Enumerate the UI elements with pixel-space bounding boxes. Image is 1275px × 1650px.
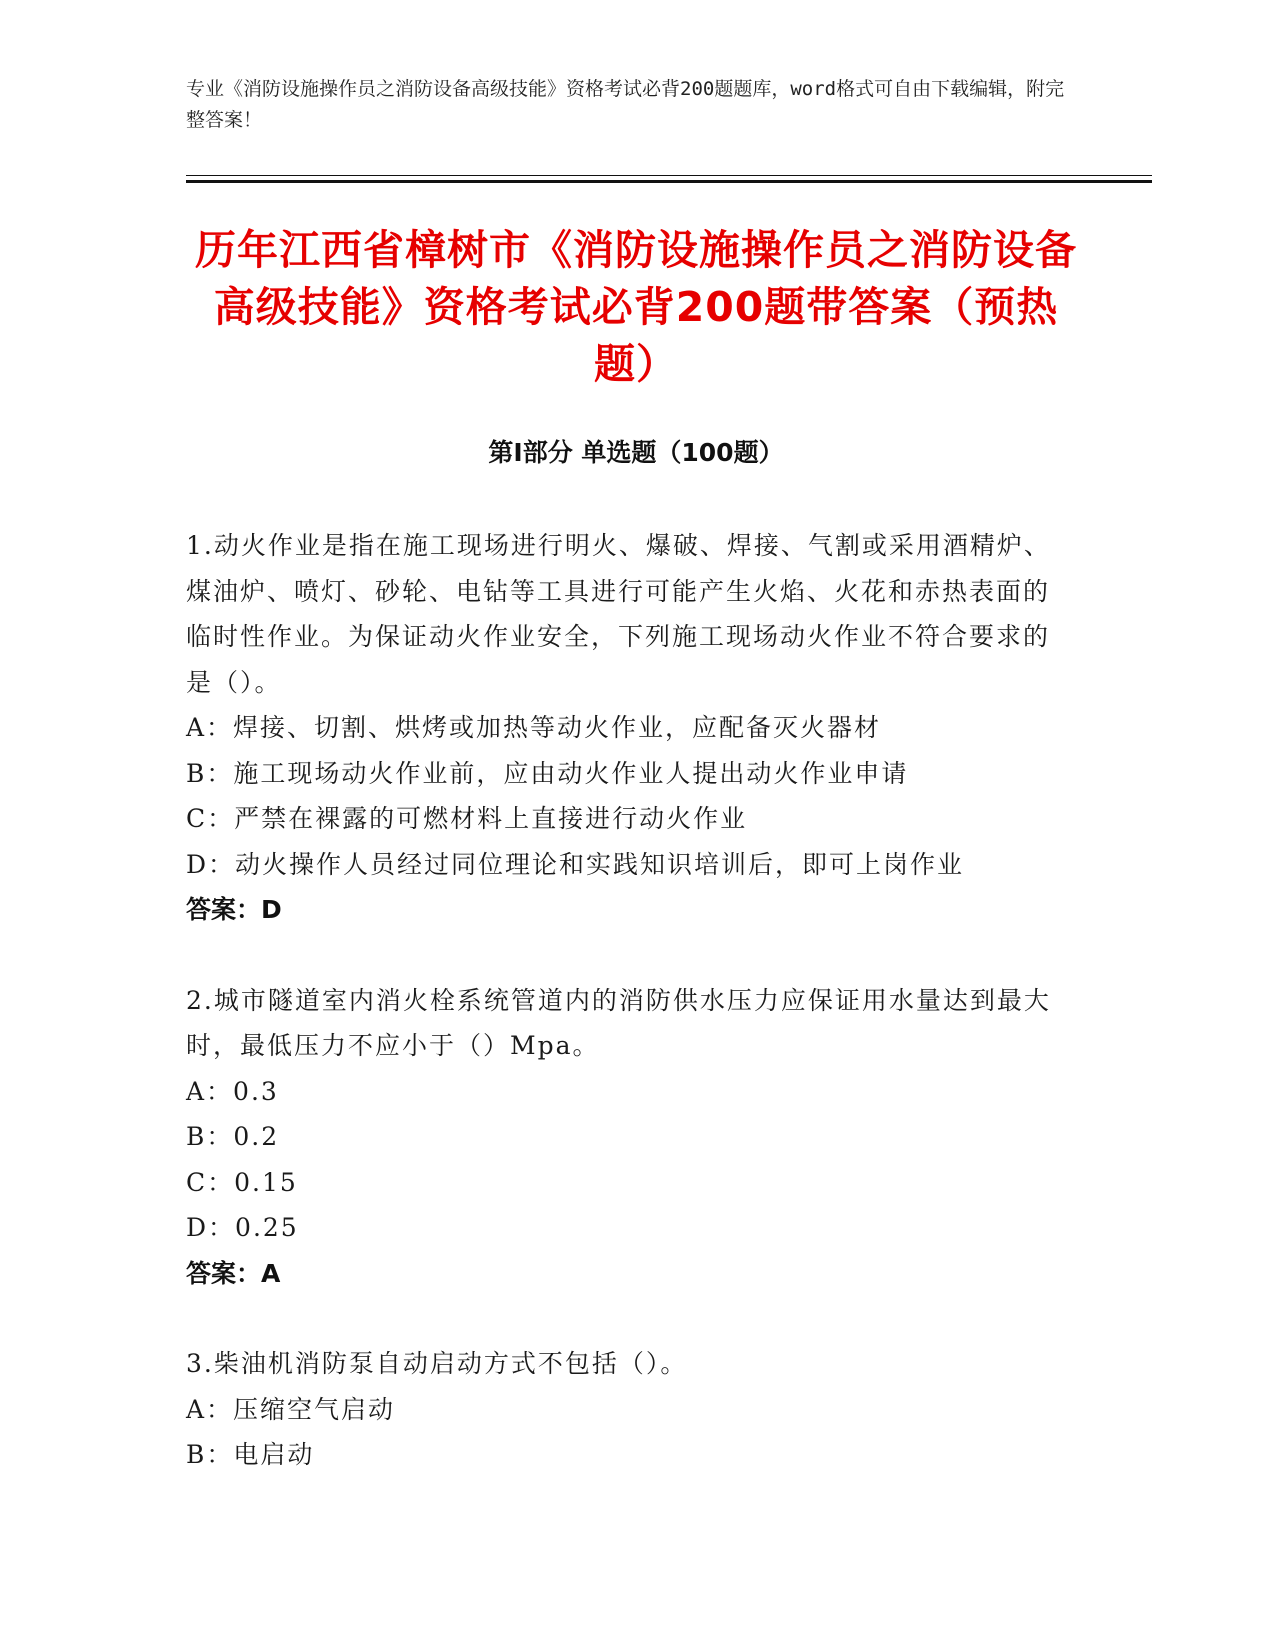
option-b: B：施工现场动火作业前，应由动火作业人提出动火作业申请 (186, 758, 909, 788)
answer-line: 答案：D (186, 895, 282, 924)
option-b: B：电启动 (186, 1440, 315, 1469)
option-a: A：压缩空气启动 (186, 1394, 396, 1424)
option-d: D：0.25 (186, 1213, 299, 1242)
section-title: 第I部分 单选题（100题） (488, 438, 784, 467)
option-b: B：0.2 (186, 1122, 280, 1151)
option-c: C：0.15 (186, 1167, 298, 1197)
header-divider-thin (186, 175, 1152, 176)
header-divider-thick (186, 180, 1152, 183)
question-spacer (186, 1296, 1061, 1341)
question-item (186, 523, 1061, 933)
header-note: 专业《消防设施操作员之消防设备高级技能》资格考试必背200题题库，word格式可自由下载编辑，附完整答案！ (186, 78, 1065, 131)
answer-line: 答案：A (186, 1258, 281, 1288)
option-c: C：严禁在裸露的可燃材料上直接进行动火作业 (186, 804, 748, 833)
option-a: A：0.3 (186, 1076, 279, 1106)
question-stem: 2.城市隧道室内消火栓系统管道内的消防供水压力应保证用水量达到最大时，最低压力不应小于（）Mpa。 (186, 985, 1051, 1060)
question-stem: 3.柴油机消防泵自动启动方式不包括（）。 (186, 1349, 688, 1378)
question-item (186, 978, 1061, 1297)
question-stem: 1.动火作业是指在施工现场进行明火、爆破、焊接、气割或采用酒精炉、煤油炉、喷灯、砂轮、电钻等工具进行可能产生火焰、火花和赤热表面的临时性作业。为保证动火作业安全，下列施工现场动火作业不符合要求的是（）。 (186, 531, 1051, 697)
question-item (186, 1341, 1061, 1478)
option-a: A：焊接、切割、烘烤或加热等动火作业，应配备灭火器材 (186, 713, 882, 742)
document-title: 历年江西省樟树市《消防设施操作员之消防设备高级技能》资格考试必背200题带答案（预热题） (195, 226, 1077, 388)
question-list (186, 523, 1061, 1478)
question-spacer (186, 933, 1061, 978)
option-d: D：动火操作人员经过同位理论和实践知识培训后，即可上岗作业 (186, 849, 965, 879)
